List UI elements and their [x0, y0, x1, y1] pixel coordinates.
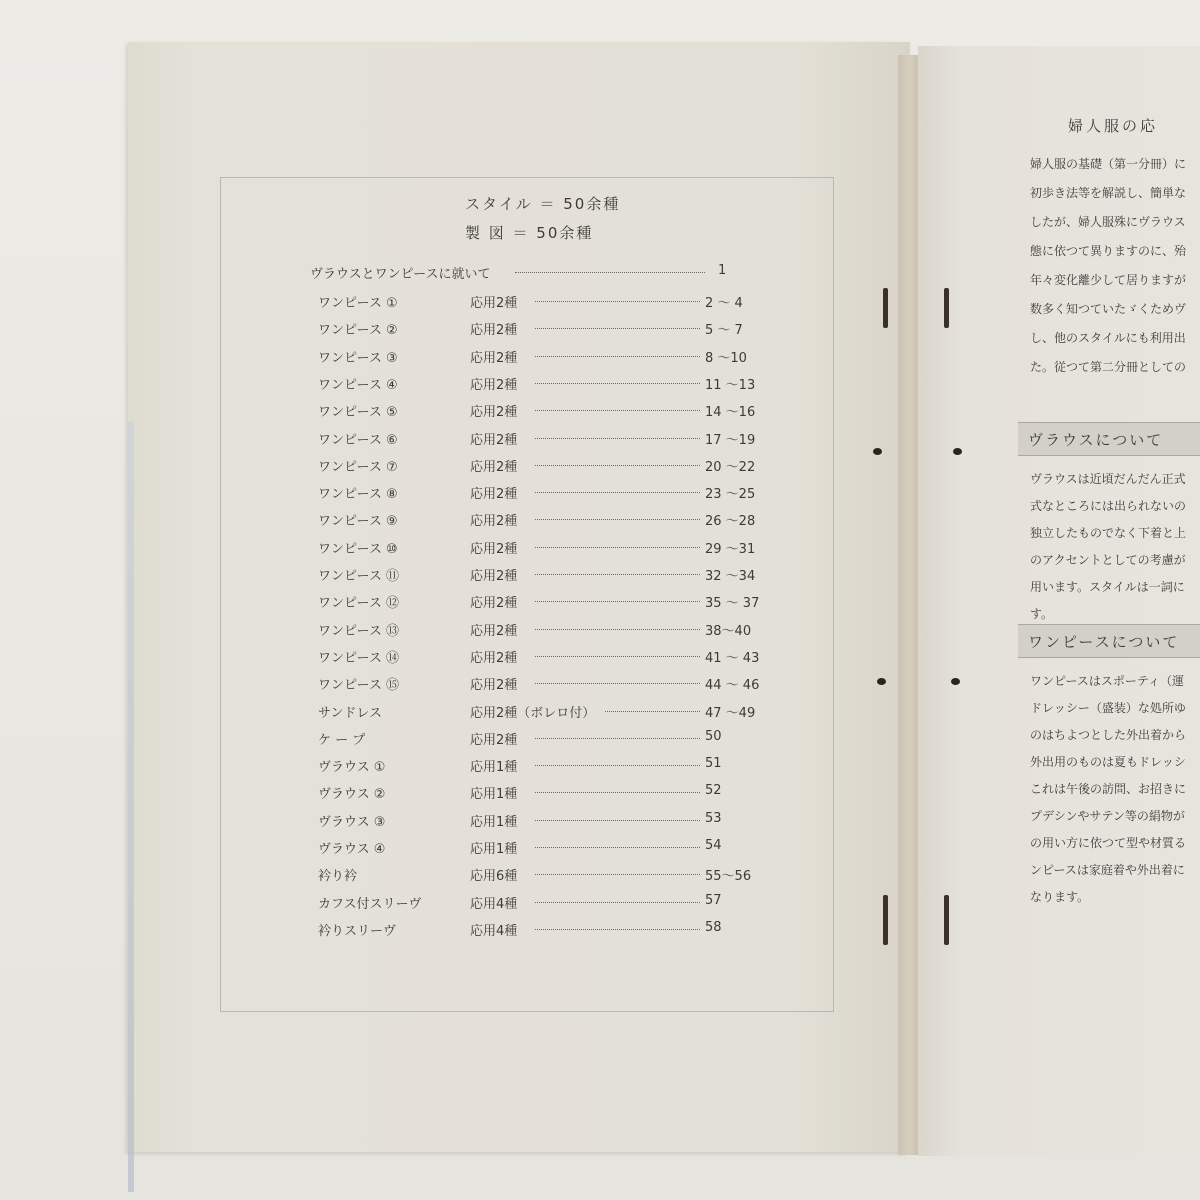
- toc-title: ワンピース ②: [318, 323, 398, 339]
- toc-description: 応用2種: [470, 487, 518, 503]
- toc-page: 8 ～10: [705, 350, 747, 366]
- toc-description: 応用2種（ボレロ付）: [470, 705, 596, 721]
- paragraph-line: た。従つて第二分冊としての: [1030, 360, 1187, 374]
- paragraph-line: ワンピースはスポーティ（運: [1030, 674, 1184, 688]
- toc-title: ワンピース ⑭: [318, 650, 399, 666]
- toc-leader: [535, 356, 700, 357]
- toc-page: 55～56: [705, 869, 752, 885]
- toc-leader: [535, 629, 700, 630]
- toc-title: 衿り衿: [318, 869, 358, 885]
- paragraph-line: したが、婦人服殊にヴラウス: [1030, 215, 1186, 229]
- binding-hole: [951, 678, 960, 685]
- paragraph-line: 態に依つて異りますのに、殆: [1030, 244, 1187, 258]
- paragraph-line: なります。: [1030, 890, 1090, 904]
- toc-description: 応用2種: [470, 514, 518, 530]
- toc-intro-page: 1: [718, 263, 727, 278]
- paragraph-line: 年々変化離少して居りますが: [1030, 273, 1187, 287]
- toc-leader: [535, 328, 700, 329]
- toc-description: 応用2種: [470, 405, 518, 421]
- toc-title: ワンピース ⑦: [318, 459, 398, 475]
- toc-page: 26 ～28: [705, 514, 756, 530]
- toc-title: ヴラウス ①: [318, 760, 386, 776]
- toc-title: ヴラウス ③: [318, 814, 386, 830]
- right-page-title: 婦人服の応: [1068, 117, 1159, 135]
- paragraph-line: プデシンやサテン等の絹物が: [1030, 809, 1185, 823]
- toc-description: 応用2種: [470, 541, 518, 557]
- paragraph-line: し、他のスタイルにも利用出: [1030, 331, 1186, 345]
- toc-description: 応用1種: [470, 842, 518, 857]
- toc-description: 応用2種: [470, 678, 518, 694]
- toc-page: 2 ～ 4: [705, 296, 743, 311]
- toc-page: 54: [705, 838, 722, 853]
- toc-leader: [535, 547, 700, 548]
- toc-title: ワンピース ④: [318, 377, 398, 393]
- toc-leader: [515, 272, 705, 273]
- toc-title: ワンピース ①: [318, 296, 398, 311]
- toc-leader: [535, 656, 700, 657]
- toc-page: 50: [705, 728, 722, 744]
- toc-description: 応用2種: [470, 377, 518, 393]
- toc-leader: [535, 438, 700, 439]
- paragraph-line: のアクセントとしての考慮が: [1030, 553, 1186, 567]
- section-heading-onepiece: ワンピースについて: [1018, 624, 1200, 658]
- toc-page: 35 ～ 37: [705, 596, 760, 612]
- toc-description: 応用2種: [470, 650, 518, 666]
- binding-hole: [877, 678, 886, 685]
- toc-page: 14 ～16: [705, 405, 756, 421]
- toc-title: ワンピース ⑥: [318, 432, 398, 448]
- toc-description: 応用4種: [470, 923, 518, 939]
- toc-leader: [535, 683, 700, 684]
- paragraph-line: 式なところには出られないの: [1030, 499, 1187, 513]
- toc-title: サンドレス: [318, 705, 382, 721]
- paragraph-line: ンピースは家庭着や外出着に: [1030, 863, 1185, 877]
- toc-title: ワンピース ⑮: [318, 678, 399, 694]
- toc-title: ヴラウス ④: [318, 842, 386, 857]
- toc-page: 53: [705, 810, 722, 826]
- toc-leader: [535, 847, 700, 848]
- toc-description: 応用2種: [470, 350, 518, 366]
- toc-page: 58: [705, 919, 722, 935]
- toc-leader: [535, 601, 700, 602]
- toc-leader: [535, 820, 700, 821]
- toc-description: 応用1種: [470, 760, 518, 776]
- header-style-count: スタイル ＝ 50余種: [465, 195, 621, 213]
- toc-leader: [535, 410, 700, 411]
- toc-page: 44 ～ 46: [705, 678, 760, 694]
- binding-hole: [953, 448, 962, 455]
- toc-title: ワンピース ⑨: [318, 514, 398, 530]
- paragraph-line: 用います。スタイルは一詞に: [1030, 580, 1185, 594]
- toc-page: 17 ～19: [705, 432, 756, 448]
- toc-leader: [535, 383, 700, 384]
- toc-description: 応用2種: [470, 432, 518, 448]
- toc-description: 応用2種: [470, 623, 518, 639]
- toc-title: ワンピース ⑬: [318, 623, 399, 639]
- paragraph-line: 外出用のものは夏もドレッシ: [1030, 755, 1186, 769]
- toc-leader: [535, 465, 700, 466]
- toc-leader: [535, 519, 700, 520]
- paragraph-line: 数多く知つていたゞくためヴ: [1030, 302, 1187, 316]
- toc-title: ヴラウス ②: [318, 787, 386, 803]
- toc-title: ワンピース ⑤: [318, 405, 398, 421]
- toc-leader: [535, 929, 700, 930]
- toc-description: 応用2種: [470, 732, 518, 748]
- section-heading-blouse: ヴラウスについて: [1018, 422, 1200, 456]
- toc-description: 応用2種: [470, 323, 518, 339]
- toc-title: ケ ー プ: [318, 732, 366, 748]
- toc-page: 32 ～34: [705, 569, 756, 584]
- toc-page: 47 ～49: [705, 705, 756, 721]
- toc-leader: [535, 874, 700, 875]
- toc-description: 応用2種: [470, 459, 518, 475]
- toc-title: ワンピース ⑪: [318, 569, 399, 584]
- staple-top-right: [944, 288, 949, 328]
- toc-description: 応用4種: [470, 896, 518, 912]
- toc-page: 51: [705, 756, 722, 772]
- header-drawing-count: 製 図 ＝ 50余種: [465, 224, 594, 242]
- paragraph-line: のはちよつとした外出着から: [1030, 728, 1187, 742]
- toc-description: 応用1種: [470, 787, 518, 803]
- paragraph-line: これは午後の訪問、お招きに: [1030, 782, 1187, 796]
- toc-title: 衿りスリーヴ: [318, 923, 397, 939]
- toc-leader: [535, 492, 700, 493]
- toc-leader: [535, 738, 700, 739]
- toc-description: 応用6種: [470, 869, 518, 885]
- toc-page: 57: [705, 892, 722, 908]
- toc-page: 20 ～22: [705, 459, 756, 475]
- toc-description: 応用2種: [470, 296, 518, 311]
- toc-title: ワンピース ⑧: [318, 487, 398, 503]
- toc-page: 41 ～ 43: [705, 650, 760, 666]
- paragraph-line: の用い方に依つて型や材質る: [1030, 836, 1187, 850]
- toc-description: 応用2種: [470, 569, 518, 584]
- toc-leader: [535, 301, 700, 302]
- staple-bottom: [883, 895, 888, 945]
- binding-hole: [873, 448, 882, 455]
- toc-description: 応用1種: [470, 814, 518, 830]
- toc-page: 29 ～31: [705, 541, 756, 557]
- staple-bottom-right: [944, 895, 949, 945]
- toc-title: ワンピース ⑩: [318, 541, 398, 557]
- toc-leader: [535, 902, 700, 903]
- paragraph-line: 初歩き法等を解説し、簡単な: [1030, 186, 1187, 200]
- toc-leader: [535, 574, 700, 575]
- toc-leader: [535, 765, 700, 766]
- toc-title: カフス付スリーヴ: [318, 896, 422, 912]
- paragraph-line: 独立したものでなく下着と上: [1030, 526, 1187, 540]
- staple-top: [883, 288, 888, 328]
- paragraph-line: ヴラウスは近頃だんだん正式: [1030, 472, 1186, 486]
- toc-leader: [605, 711, 700, 712]
- toc-page: 52: [705, 783, 722, 799]
- paragraph-line: 婦人服の基礎（第一分冊）に: [1030, 157, 1187, 171]
- toc-title: ワンピース ③: [318, 350, 398, 366]
- paragraph-line: ドレッシー（盛装）な処所ゆ: [1030, 701, 1186, 715]
- toc-leader: [535, 792, 700, 793]
- toc-description: 応用2種: [470, 596, 518, 612]
- toc-title: ワンピース ⑫: [318, 596, 399, 612]
- toc-intro-title: ヴラウスとワンピースに就いて: [310, 267, 491, 282]
- paragraph-line: す。: [1030, 607, 1054, 621]
- toc-page: 11 ～13: [705, 377, 756, 393]
- toc-page: 23 ～25: [705, 487, 756, 503]
- toc-page: 38～40: [705, 623, 752, 639]
- toc-page: 5 ～ 7: [705, 323, 743, 339]
